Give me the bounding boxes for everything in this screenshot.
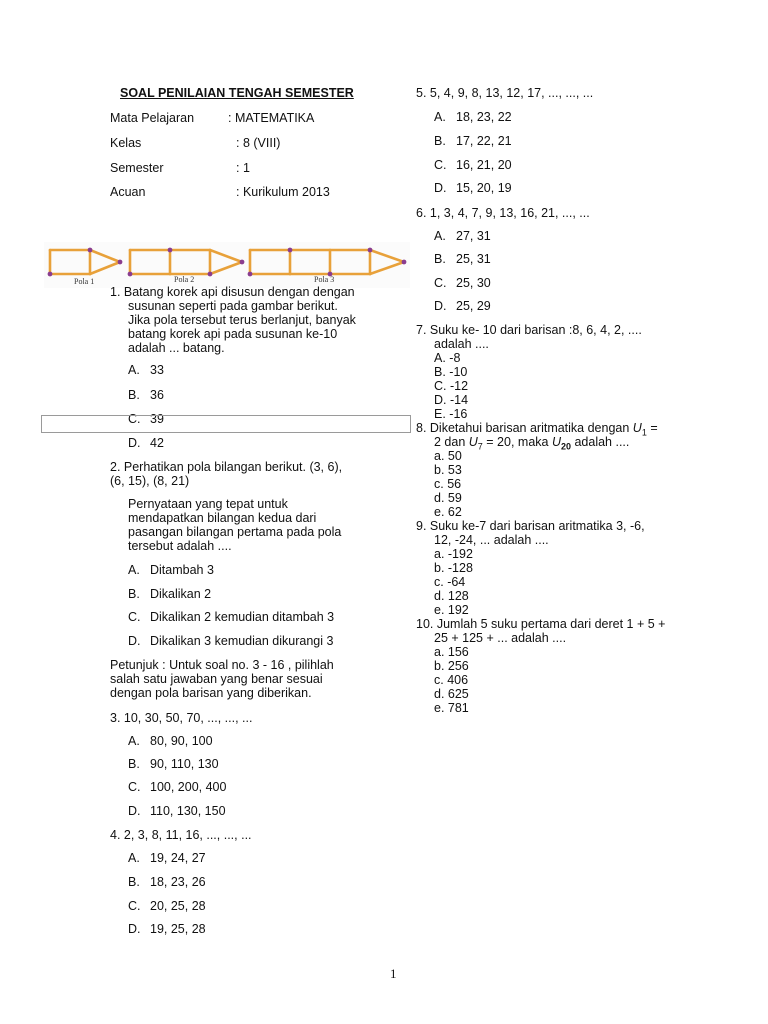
q10-option-b: b. 256 (434, 659, 469, 673)
q7-option-c: C. -12 (434, 379, 469, 393)
q10-option-a: a. 156 (434, 645, 469, 659)
question-3-text: 3. 10, 30, 50, 70, ..., ..., ... (110, 711, 253, 725)
meta-value: : Kurikulum 2013 (236, 185, 330, 199)
instruction-line: salah satu jawaban yang benar sesuai (110, 672, 323, 686)
q6-option-c: C. 25, 30 (434, 276, 491, 290)
q3-option-c: C. 100, 200, 400 (128, 780, 227, 794)
q8-option-a: a. 50 (434, 449, 462, 463)
q9-option-a: a. -192 (434, 547, 473, 561)
q1-option-a: A. 33 (128, 363, 164, 377)
meta-key: Semester (110, 161, 164, 175)
q8-option-c: c. 56 (434, 477, 462, 491)
figure-label-pola-1: Pola 1 (74, 277, 95, 286)
question-2-sub: Pernyataan yang tepat untuk (128, 497, 288, 511)
question-1-line: 1. Batang korek api disusun dengan dengan (110, 285, 355, 299)
meta-key: Mata Pelajaran (110, 111, 195, 125)
q10-option-e: e. 781 (434, 701, 469, 715)
q4-option-d: D. 19, 25, 28 (128, 922, 206, 936)
meta-value: : MATEMATIKA (228, 111, 315, 125)
question-7-line: adalah .... (434, 337, 489, 351)
question-6-text: 6. 1, 3, 4, 7, 9, 13, 16, 21, ..., ... (416, 206, 590, 220)
q4-option-a: A. 19, 24, 27 (128, 851, 206, 865)
meta-key: Acuan (110, 185, 146, 199)
q6-option-b: B. 25, 31 (434, 252, 491, 266)
matchstick-pattern-figure (44, 242, 410, 288)
question-1-line: batang korek api pada susunan ke-10 (128, 327, 338, 341)
q3-option-b: B. 90, 110, 130 (128, 757, 219, 771)
q2-option-c: C. Dikalikan 2 kemudian ditambah 3 (128, 610, 335, 624)
question-7-line: 7. Suku ke- 10 dari barisan :8, 6, 4, 2, .... (416, 323, 642, 337)
q3-option-d: D. 110, 130, 150 (128, 804, 226, 818)
q1-option-d: D. 42 (128, 436, 164, 450)
question-10-line: 10. Jumlah 5 suku pertama dari deret 1 + 5 + (416, 617, 666, 631)
q9-option-e: e. 192 (434, 603, 469, 617)
q5-option-a: A. 18, 23, 22 (434, 110, 512, 124)
meta-value: : 8 (VIII) (236, 136, 281, 150)
meta-value: : 1 (236, 161, 250, 175)
q7-option-d: D. -14 (434, 393, 469, 407)
question-1-line: Jika pola tersebut terus berlanjut, banyak (128, 313, 356, 327)
q10-option-d: d. 625 (434, 687, 469, 701)
question-8-line: 8. Diketahui barisan aritmatika dengan $U_1$ = (416, 421, 658, 438)
question-2-sub: tersebut adalah .... (128, 539, 232, 553)
q3-option-a: A. 80, 90, 100 (128, 734, 213, 748)
q5-option-c: C. 16, 21, 20 (434, 158, 512, 172)
question-10-line: 25 + 125 + ... adalah .... (434, 631, 567, 645)
q8-option-e: e. 62 (434, 505, 462, 519)
figure-label-pola-3: Pola 3 (314, 275, 335, 284)
page-title: SOAL PENILAIAN TENGAH SEMESTER (120, 86, 354, 100)
q2-option-a: A. Ditambah 3 (128, 563, 214, 577)
question-5-text: 5. 5, 4, 9, 8, 13, 12, 17, ..., ..., ... (416, 86, 594, 100)
question-9-line: 9. Suku ke-7 dari barisan aritmatika 3, -6, (416, 519, 645, 533)
q2-option-b: B. Dikalikan 2 (128, 587, 212, 601)
question-2-line: (6, 15), (8, 21) (110, 474, 190, 488)
q4-option-c: C. 20, 25, 28 (128, 899, 206, 913)
q8-option-b: b. 53 (434, 463, 462, 477)
question-8-line: 2 dan $U_7 = 20$, maka $U_{20}$ adalah .... (434, 435, 630, 452)
q6-option-d: D. 25, 29 (434, 299, 491, 313)
q6-option-a: A. 27, 31 (434, 229, 491, 243)
q7-option-b: B. -10 (434, 365, 468, 379)
question-1-line: adalah ... batang. (128, 341, 225, 355)
q7-option-e: E. -16 (434, 407, 468, 421)
q9-option-d: d. 128 (434, 589, 469, 603)
meta-key: Kelas (110, 136, 142, 150)
figure-label-pola-2: Pola 2 (174, 275, 195, 284)
q5-option-b: B. 17, 22, 21 (434, 134, 512, 148)
question-9-line: 12, -24, ... adalah .... (434, 533, 549, 547)
question-2-line: 2. Perhatikan pola bilangan berikut. (3, 6), (110, 460, 343, 474)
question-2-sub: mendapatkan bilangan kedua dari (128, 511, 317, 525)
q2-option-d: D. Dikalikan 3 kemudian dikurangi 3 (128, 634, 334, 648)
q1-option-c: C. 39 (128, 412, 164, 426)
q5-option-d: D. 15, 20, 19 (434, 181, 512, 195)
q10-option-c: c. 406 (434, 673, 469, 687)
q4-option-b: B. 18, 23, 26 (128, 875, 206, 889)
q8-option-d: d. 59 (434, 491, 462, 505)
q9-option-c: c. -64 (434, 575, 466, 589)
text-box-frame (41, 415, 411, 433)
question-2-sub: pasangan bilangan pertama pada pola (128, 525, 342, 539)
instruction-line: Petunjuk : Untuk soal no. 3 - 16 , pilihlah (110, 658, 334, 672)
q7-option-a: A. -8 (434, 351, 461, 365)
q1-option-b: B. 36 (128, 388, 164, 402)
q9-option-b: b. -128 (434, 561, 473, 575)
instruction-line: dengan pola barisan yang diberikan. (110, 686, 312, 700)
question-1-line: susunan seperti pada gambar berikut. (128, 299, 338, 313)
question-4-text: 4. 2, 3, 8, 11, 16, ..., ..., ... (110, 828, 252, 842)
page-number: 1 (390, 966, 397, 981)
